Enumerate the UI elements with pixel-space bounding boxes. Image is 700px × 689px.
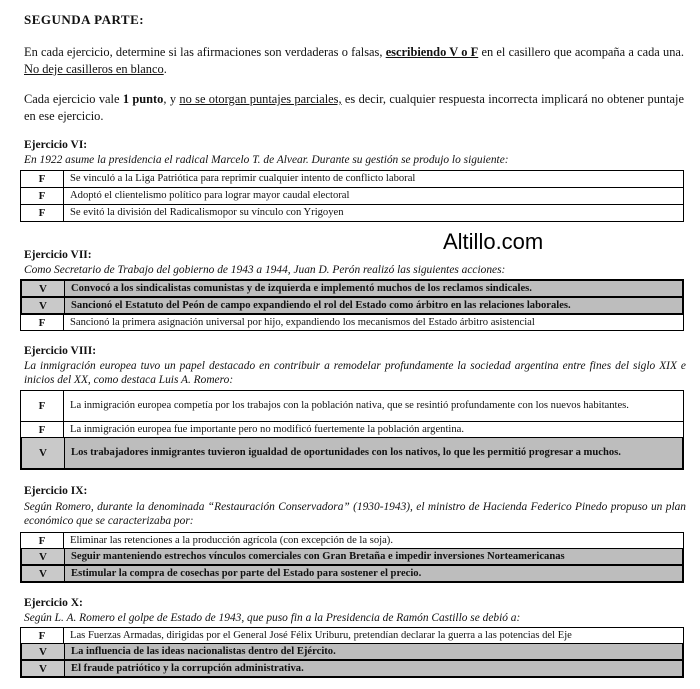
answer-row xyxy=(20,205,684,222)
answer-row xyxy=(20,315,684,331)
answer-table xyxy=(20,170,684,222)
answer-row xyxy=(20,627,684,644)
instr-text: es decir, cualquier respuesta incorrecta implicará no obtener puntaje en ese ejercicio. xyxy=(24,92,684,123)
answer-row xyxy=(20,644,684,661)
statement-text: Las Fuerzas Armadas, dirigidas por el General José Félix Uriburu, pretendían declarar la guerra a las potencias del Eje xyxy=(70,629,572,641)
statement-text: El fraude patriótico y la corrupción administrativa. xyxy=(65,661,682,676)
statement-text: La inmigración europea competía por los trabajos con la población nativa, que se resintió profundamente con los nuevos habitantes. xyxy=(70,400,629,411)
section-title: SEGUNDA PARTE: xyxy=(24,12,145,27)
answer-row xyxy=(20,566,684,583)
answer-row xyxy=(20,390,684,422)
answer-table xyxy=(20,532,684,583)
exercise-intro: Según L. A. Romero el golpe de Estado de 1943, que puso fin a la Presidencia de Ramón Castillo se debió a: xyxy=(24,612,521,624)
statement-text: Seguir manteniendo estrechos vínculos comerciales con Gran Bretaña e impedir inversiones Norteamericanas xyxy=(65,549,682,564)
instructions-paragraph-2 xyxy=(24,91,684,125)
exercise-title: Ejercicio VII: xyxy=(24,249,92,261)
instr-underline: no se otorgan puntajes parciales, xyxy=(179,92,342,106)
statement-text: Eliminar las retenciones a la producción agrícola (con excepción de la soja). xyxy=(70,534,393,546)
statement-text: La influencia de las ideas nacionalistas dentro del Ejército. xyxy=(65,644,682,659)
answer-box[interactable]: F xyxy=(21,533,64,548)
answer-row xyxy=(20,170,684,188)
answer-box[interactable]: V xyxy=(22,549,65,564)
statement-text: Sancionó el Estatuto del Peón de campo expandiendo el rol del Estado como árbitro en las relaciones laborales. xyxy=(65,298,682,313)
answer-row xyxy=(20,279,684,298)
instr-text: En cada ejercicio, determine si las afirmaciones son verdaderas o falsas, xyxy=(24,45,386,59)
exercise-intro: En 1922 asume la presidencia el radical Marcelo T. de Alvear. Durante su gestión se produjo lo siguiente: xyxy=(24,154,509,166)
statement-text: Estimular la compra de cosechas por parte del Estado para sostener el precio. xyxy=(65,566,682,581)
instr-emphasis: escribiendo V o F xyxy=(385,45,479,59)
answer-row xyxy=(20,438,684,470)
exercise-title: Ejercicio VI: xyxy=(24,139,88,151)
answer-box[interactable]: V xyxy=(22,661,65,676)
answer-box[interactable]: F xyxy=(21,315,64,330)
answer-box[interactable]: F xyxy=(21,171,64,187)
exercise-title: Ejercicio VIII: xyxy=(24,345,97,357)
answer-box[interactable]: F xyxy=(21,188,64,204)
instructions-paragraph-1 xyxy=(24,44,684,78)
answer-table xyxy=(20,627,684,678)
exercise-intro: Como Secretario de Trabajo del gobierno de 1943 a 1944, Juan D. Perón realizó las siguientes acciones: xyxy=(24,264,506,276)
statement-text: Se evitó la división del Radicalismopor su vínculo con Yrigoyen xyxy=(70,207,344,218)
answer-box[interactable]: V xyxy=(22,298,65,313)
answer-row xyxy=(20,422,684,438)
statement-text: Convocó a los sindicalistas comunistas y de izquierda e implementó muchos de los reclamos sindicales. xyxy=(65,281,682,296)
statement-text: La inmigración europea fue importante pero no modificó fuertemente la población argentina. xyxy=(70,423,464,435)
statement-text: Se vinculó a la Liga Patriótica para reprimir cualquier intento de conflicto laboral xyxy=(70,173,416,184)
answer-box[interactable]: F xyxy=(21,422,64,437)
exercise-intro: La inmigración europea tuvo un papel destacado en contribuir a remodelar profundamente la sociedad argentina entre fines del siglo XIX e inicios del XX, como destaca Luis A. Romero: xyxy=(24,360,686,386)
answer-box[interactable]: F xyxy=(21,205,64,221)
instr-underline: No deje casilleros en blanco xyxy=(24,62,164,76)
answer-row xyxy=(20,532,684,549)
watermark-text: Altillo.com xyxy=(443,229,544,254)
answer-row xyxy=(20,188,684,205)
answer-box[interactable]: V xyxy=(22,566,65,581)
answer-box[interactable]: F xyxy=(21,628,64,643)
instr-text: , y xyxy=(163,92,180,106)
statement-text: Adoptó el clientelismo político para lograr mayor caudal electoral xyxy=(70,190,350,201)
answer-row xyxy=(20,298,684,315)
instr-bold: 1 punto xyxy=(122,92,164,106)
instr-text: Cada ejercicio vale xyxy=(24,92,123,106)
answer-row xyxy=(20,549,684,566)
instr-text: en el casillero que acompaña a cada una. xyxy=(478,45,684,59)
instr-text: . xyxy=(163,62,167,76)
statement-text: Sancionó la primera asignación universal por hijo, expandiendo los mecanismos del Estado árbitro asistencial xyxy=(70,316,535,328)
exercise-title: Ejercicio IX: xyxy=(24,485,88,497)
exercise-intro: Según Romero, durante la denominada “Restauración Conservadora” (1930-1943), el ministro de Hacienda Federico Pinedo propuso un plan económico que se caracterizaba por: xyxy=(24,501,686,527)
answer-box[interactable]: V xyxy=(22,438,65,468)
statement-text: Los trabajadores inmigrantes tuvieron igualdad de oportunidades con los nativos, lo que les permitió progresar a muchos. xyxy=(65,438,682,468)
answer-box[interactable]: F xyxy=(21,391,64,421)
exercise-title: Ejercicio X: xyxy=(24,597,83,609)
answer-table xyxy=(20,279,684,331)
answer-row xyxy=(20,661,684,678)
answer-box[interactable]: V xyxy=(22,644,65,659)
answer-table xyxy=(20,390,684,470)
answer-box[interactable]: V xyxy=(22,281,65,296)
